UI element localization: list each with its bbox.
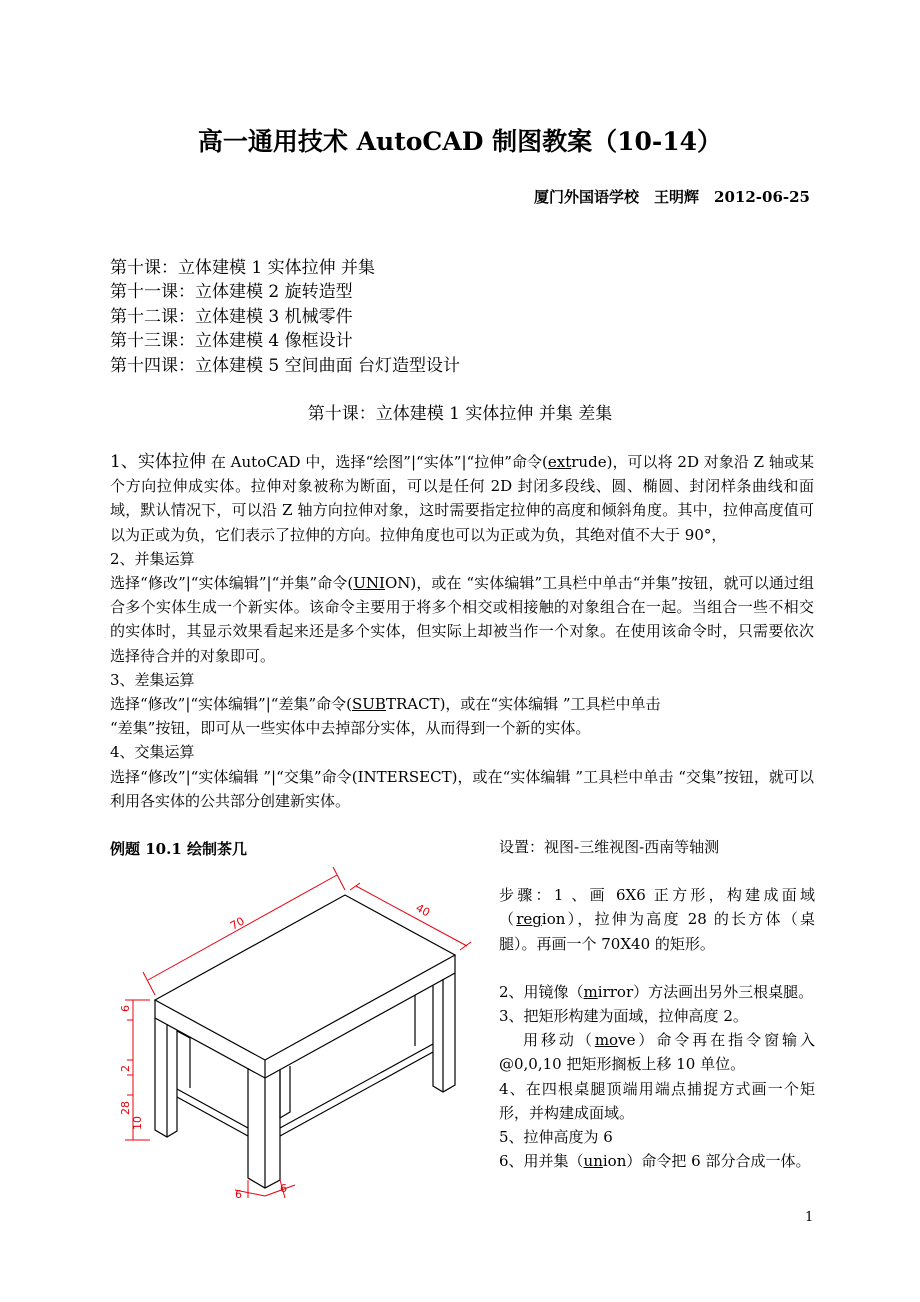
- step-text: 2、用镜像（: [499, 982, 584, 1001]
- shelf-right-bottom: [280, 1052, 433, 1136]
- command-underlined: reg: [516, 910, 542, 929]
- step-text: 步骤：1 、画 6X6 正方形，构建成面域（: [499, 886, 815, 929]
- dim-label: 40: [413, 901, 433, 920]
- dim-label: 10: [131, 1116, 144, 1130]
- section-text: 选择“修改”|“实体编辑”|“差集”命令(: [110, 695, 352, 714]
- section-heading: 3、差集运算: [110, 670, 195, 689]
- spacer: [499, 956, 815, 980]
- step-text: 6、用并集（: [499, 1152, 584, 1171]
- lesson-list: [110, 256, 460, 378]
- section-extrude: [110, 450, 814, 547]
- lesson-body: [110, 450, 814, 813]
- command-underlined: un: [583, 1152, 603, 1171]
- command-rest: rude: [571, 453, 607, 471]
- section-subtract: [110, 692, 814, 716]
- dim-line: [143, 972, 155, 995]
- example-steps: [499, 835, 815, 1173]
- step-text: ion），拉伸为高度 28 的长方体（桌腿）。再画一个 70X40 的矩形。: [499, 910, 815, 953]
- section-intersect: 选择“修改”|“实体编辑 ”|“交集”命令(INTERSECT)，或在“实体编辑 ”工具栏中单击 “交集”按钮，就可以利用各实体的公共部分创建新实体。: [110, 767, 814, 810]
- lesson-list-item: 第十四课：立体建模 5 空间曲面 台灯造型设计: [110, 355, 461, 376]
- step-text: ion）命令把 6 部分合成一体。: [602, 1152, 811, 1171]
- step-text: irror）方法画出另外三根桌腿。: [597, 982, 814, 1001]
- section-text: “差集”按钮，即可从一些实体中去掉部分实体，从而得到一个新的实体。: [110, 719, 591, 738]
- step-3: 3、把矩形构建为面域，拉伸高度 2。: [499, 1007, 748, 1026]
- dim-line: [350, 883, 360, 890]
- coffee-table-drawing: [115, 860, 475, 1200]
- step-2: [499, 980, 815, 1004]
- command-underlined: mo: [594, 1031, 619, 1050]
- dim-label: 70: [228, 914, 247, 933]
- dim-label: 6: [280, 1182, 287, 1195]
- dim-line: [333, 867, 345, 890]
- table-top-edge: [155, 955, 455, 1078]
- step-4: 4、在四根桌腿顶端用端点捕捉方式画一个矩形，并构建成面域。: [499, 1079, 815, 1122]
- command-underlined: UNI: [353, 574, 385, 593]
- front-leg: [248, 1068, 280, 1188]
- section-heading: 4、交集运算: [110, 743, 195, 762]
- command-rest: TRACT: [385, 695, 440, 714]
- step-text: 用移动（: [523, 1031, 595, 1050]
- command-underlined: SUB: [351, 695, 386, 714]
- step-6: [499, 1149, 815, 1173]
- section-text: 在 AutoCAD 中，选择“绘图”|“实体”|“拉伸”命令(: [206, 453, 548, 471]
- setup-line: 设置：视图-三维视图-西南等轴测: [499, 838, 720, 856]
- left-leg: [155, 1018, 177, 1137]
- section-text: )，或在 “实体编辑”工具栏中单击“并集”按钮，就可以通过组合多个实体生成一个新实体。该命令主要用于将多个相交或相接触的对象组合在一起。当组合一些不相交的实体时，其显示效果看起来还是多个实体，但实际上却被当作一个对象。在使用该命令时，只需要依次选择待合并的对象即可。: [110, 574, 814, 665]
- shelf-edge: [177, 1097, 248, 1136]
- dimension-labels: [119, 901, 432, 1200]
- command-underlined: m: [583, 982, 598, 1001]
- step-1: [499, 883, 815, 956]
- table-outline: [155, 895, 455, 1188]
- lesson-list-item: 第十二课：立体建模 3 机械零件: [110, 306, 353, 327]
- section-text: 选择“修改”|“实体编辑”|“并集”命令(: [110, 574, 354, 593]
- dim-label: 28: [119, 1101, 132, 1115]
- step-text: ve）命令再在指令窗输入 @0,0,10 把矩形搁板上移 10 单位。: [499, 1031, 815, 1074]
- author-line: 厦门外国语学校 王明辉 2012-06-25: [534, 188, 810, 206]
- page-title: 高一通用技术 AutoCAD 制图教案（10-14）: [197, 127, 723, 156]
- example-title: 例题 10.1 绘制茶几: [110, 840, 247, 858]
- dim-label: 6: [119, 1005, 132, 1012]
- inner-leg: [280, 1066, 290, 1118]
- lesson-list-item: 第十三课：立体建模 4 像框设计: [110, 331, 353, 352]
- step-3-move: [499, 1028, 815, 1076]
- section-heading: 2、并集运算: [110, 549, 195, 568]
- command-rest: ON: [384, 574, 411, 593]
- dim-label: 6: [235, 1188, 242, 1200]
- shelf-top: [177, 1089, 248, 1128]
- back-leg: [177, 1031, 190, 1088]
- lesson-list-item: 第十一课：立体建模 2 旋转造型: [110, 282, 353, 303]
- lesson-heading: 第十课：立体建模 1 实体拉伸 并集 差集: [307, 404, 613, 424]
- dim-label: 2: [119, 1065, 132, 1072]
- section-text: )，可以将 2D 对象沿 Z 轴或某个方向拉伸成实体。拉伸对象被称为断面，可以是任何 2D 封闭多段线、圆、椭圆、封闭样条曲线和面域，默认情况下，可以沿 Z 轴方向拉伸对象，这时需要指定拉伸的高度和倾斜角度。其中，拉伸高度值可以为正或为负，它们表示了拉伸的方向。拉伸角度也可以为正或为负，其绝对值不大于 90°，: [110, 453, 814, 544]
- command-underlined: ext: [547, 453, 572, 471]
- page-number: 1: [805, 1210, 814, 1225]
- step-5: 5、拉伸高度为 6: [499, 1128, 613, 1147]
- dim-40: [356, 886, 467, 946]
- section-text: )，或在“实体编辑 ”工具栏中单击: [439, 695, 661, 714]
- right-leg: [433, 973, 455, 1092]
- lesson-list-item: 第十课：立体建模 1 实体拉伸 并集: [110, 258, 376, 278]
- section-heading: 1、实体拉伸: [110, 452, 207, 472]
- section-union: [110, 571, 814, 668]
- table-top-face: [155, 895, 455, 1060]
